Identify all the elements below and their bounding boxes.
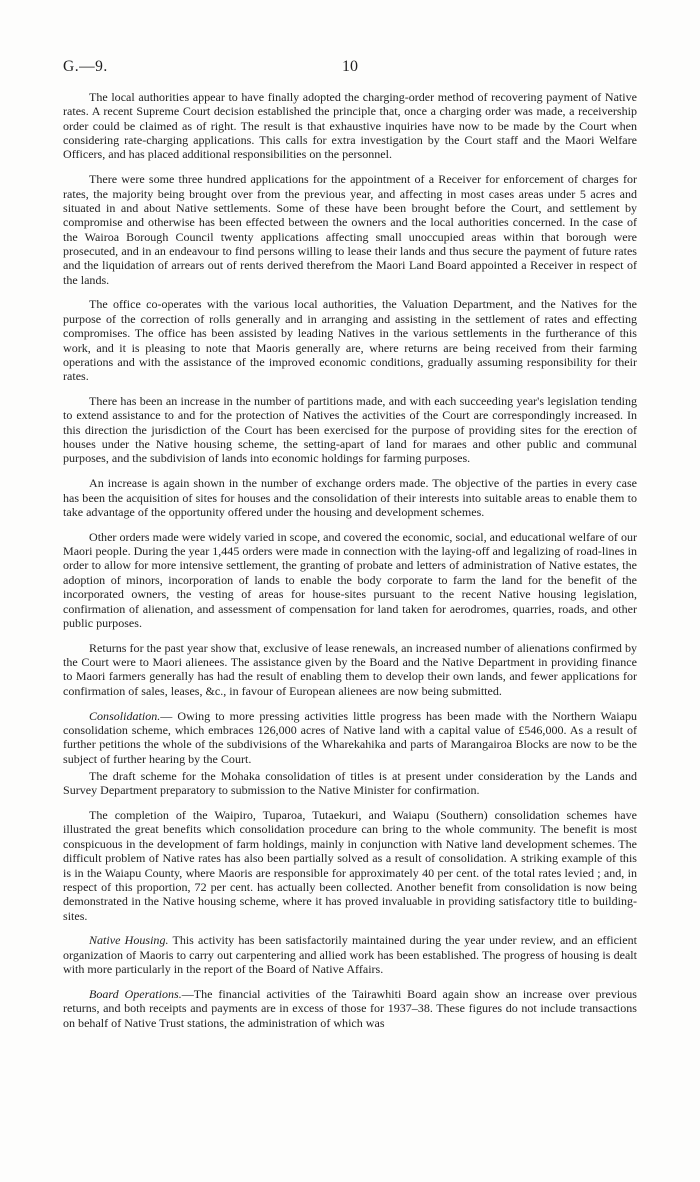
paragraph-text: — Owing to more pressing activities little progress has been made with the Northern Waiapu consolidation scheme, which embraces 126,000 acres of Native land with a capital value of £546,000. As a result of further petitions the whole of the subdivisions of the Wharekahika and parts of Marangairoa Blocks are now to be the subject of further hearing by the Court. [63, 708, 637, 766]
run-in-heading: Consolidation. [89, 708, 161, 723]
paragraph-consolidation [63, 709, 637, 766]
document-body [63, 90, 637, 1040]
paragraph-text: The completion of the Waipiro, Tuparoa, Tutaekuri, and Waiapu (Southern) consolidation schemes have illustrated the great benefits which consolidation procedure can bring to the whole community. The benefit is most conspicuous in the development of farm holdings, mainly in conjunction with Native land development schemes. The difficult problem of Native rates has also been partially solved as a result of consolidation. A striking example of this is in the Waiapu County, where Maoris are responsible for approximately 40 per cent. of the total rates levied ; and, in respect of this proportion, 72 per cent. has actually been collected. Another benefit from consolidation is now being demonstrated in the Native housing scheme, where it has proved invaluable in providing satisfactory title to building-sites. [63, 808, 637, 923]
paragraph-text: The draft scheme for the Mohaka consolidation of titles is at present under consideration by the Lands and Survey Department preparatory to submission to the Native Minister for confirmation. [63, 768, 637, 798]
paragraph-exchange-orders [63, 476, 637, 519]
run-in-heading: Native Housing. [89, 933, 169, 948]
paragraph-text: This activity has been satisfactorily maintained during the year under review, and an efficient organization of Maoris to carry out carpentering and allied work has been established. The progress of housing is dealt with more particularly in the report of the Board of Native Affairs. [63, 933, 637, 977]
paragraph-returns [63, 641, 637, 698]
paragraph-text: —The financial activities of the Tairawhiti Board again show an increase over previous returns, and both receipts and payments are in excess of those for 1937–38. These figures do not include transactions on behalf of Native Trust stations, the administration of which was [63, 986, 637, 1030]
paragraph-cooperation [63, 297, 637, 383]
document-reference: G.—9. [63, 58, 108, 75]
page-header [63, 58, 637, 82]
paragraph-text: The office co-operates with the various local authorities, the Valuation Department, and the Natives for the purpose of the correction of rolls generally and in arranging and assisting in the settlement of rates and effecting compromises. The office has been assisted by leading Natives in the various settlements in the furtherance of this work, and it is pleasing to note that Maoris generally are, where returns are being received from their farming operations and with the assistance of the improved economic conditions, gradually assuming responsibility for their rates. [63, 297, 637, 384]
paragraph-text: Other orders made were widely varied in scope, and covered the economic, social, and educational welfare of our Maori people. During the year 1,445 orders were made in connection with the laying-off and legalizing of road-lines in order to allow for more intensive settlement, the granting of probate and letters of administration of Native estates, the adoption of minors, incorporation of lands to enable the body corporate to farm the land for the benefit of the incorporated owners, the vesting of areas for house-sites pursuant to the recent Native housing legislation, confirmation of alienation, and assessment of compensation for land taken for aerodromes, quarries, roads, and other public purposes. [63, 529, 637, 630]
paragraph-consolidation-benefits [63, 808, 637, 923]
paragraph-charging-orders [63, 90, 637, 162]
paragraph-native-housing [63, 933, 637, 976]
page-number: 10 [342, 58, 358, 75]
paragraph-text: There has been an increase in the number of partitions made, and with each succeeding year's legislation tending to extend assistance to and for the protection of Natives the activities of the Court are correspondingly increased. In this direction the jurisdiction of the Court has been exercised for the purpose of providing sites for the erection of houses under the Native housing scheme, the setting-apart of land for maraes and other public and communal purposes, and the subdivision of lands into economic holdings for farming purposes. [63, 394, 637, 466]
paragraph-text: There were some three hundred applications for the appointment of a Receiver for enforcement of charges for rates, the majority being brought over from the previous year, and affecting in most cases areas under 5 acres and situated in and about Native settlements. Some of these have been brought before the Court, and settlement by compromise and otherwise has been effected between the owners and the local authorities concerned. In the case of the Wairoa Borough Council twenty applications affecting small unoccupied areas within that borough were prosecuted, and in an endeavour to find persons willing to lease their lands and thus secure the payment of future rates and the liquidation of arrears out of rents derived therefrom the Maori Land Board appointed a Receiver in respect of the lands. [63, 172, 637, 287]
paragraph-text: An increase is again shown in the number of exchange orders made. The objective of the parties in every case has been the acquisition of sites for houses and the consolidation of their interests into suitable areas to enable them to take advantage of the opportunity offered under the housing and development schemes. [63, 476, 637, 519]
paragraph-receivers [63, 172, 637, 287]
paragraph-other-orders [63, 530, 637, 630]
paragraph-board-operations [63, 987, 637, 1030]
paragraph-text: The local authorities appear to have finally adopted the charging-order method of recovering payment of Native rates. A recent Supreme Court decision established the principle that, once a charging order was made, a receivership order could be claimed as of right. The result is that exhaustive inquiries have now to be made by the Court when considering rate-charging applications. This calls for extra investigation by the Court staff and the Maori Welfare Officers, and has placed additional responsibilities on the personnel. [63, 90, 637, 162]
run-in-heading: Board Operations. [89, 986, 182, 1001]
paragraph-mohaka-scheme [63, 769, 637, 798]
paragraph-text: Returns for the past year show that, exclusive of lease renewals, an increased number of alienations confirmed by the Court were to Maori alienees. The assistance given by the Board and the Native Department in providing finance to Maori farmers generally has had the result of enabling them to develop their own lands, and fewer applications for confirmation of sales, leases, &c., in favour of European alienees are now being submitted. [63, 640, 637, 698]
paragraph-partitions [63, 394, 637, 466]
